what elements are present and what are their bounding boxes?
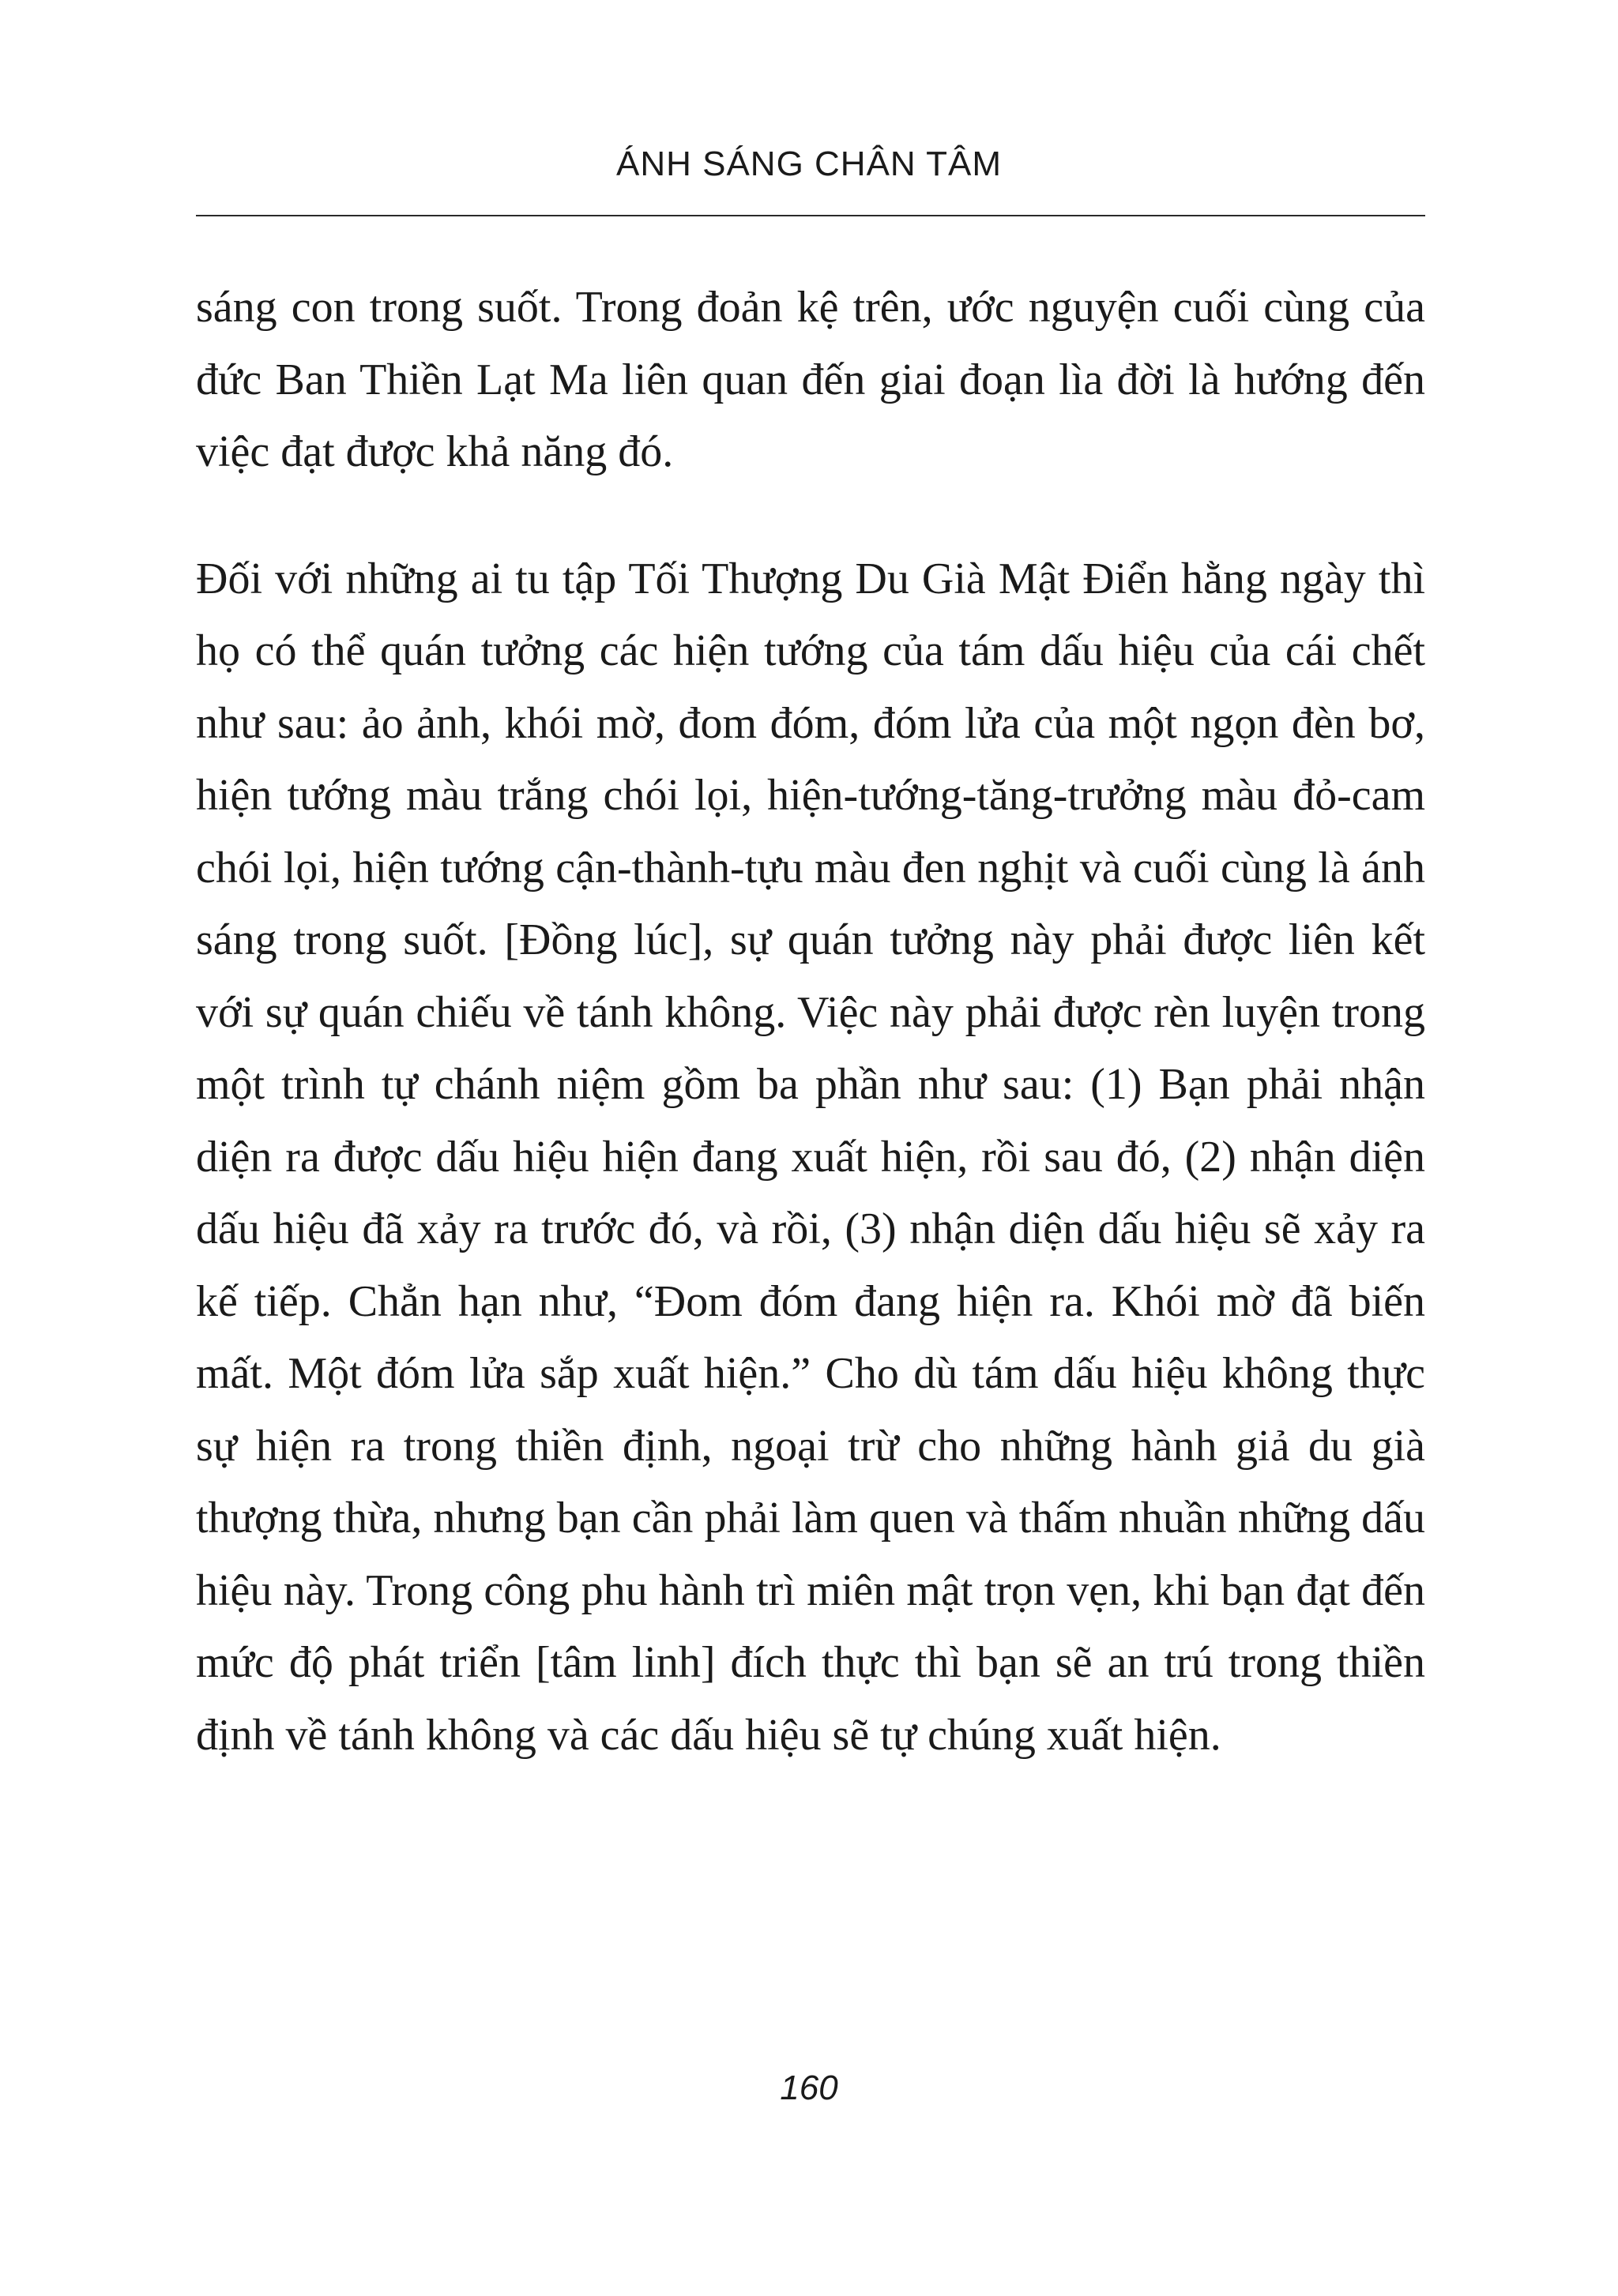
page-number: 160	[780, 2069, 838, 2107]
paragraph: Đối với những ai tu tập Tối Thượng Du Già Mật Điển hằng ngày thì họ có thể quán tưởng các hiện tướng của tám dấu hiệu của cái chết như sau: ảo ảnh, khói mờ, đom đóm, đóm lửa của một ngọn đèn bơ, hiện tướng màu trắng chói lọi, hiện-tướng-tăng-trưởng màu đỏ-cam chói lọi, hiện tướng cận-thành-tựu màu đen nghịt và cuối cùng là ánh sáng trong suốt. [Đồng lúc], sự quán tưởng này phải được liên kết với sự quán chiếu về tánh không. Việc này phải được rèn luyện trong một trình tự chánh niệm gồm ba phần như sau: (1) Bạn phải nhận diện ra được dấu hiệu hiện đang xuất hiện, rồi sau đó, (2) nhận diện dấu hiệu đã xảy ra trước đó, và rồi, (3) nhận diện dấu hiệu sẽ xảy ra kế tiếp. Chẳn hạn như, “Đom đóm đang hiện ra. Khói mờ đã biến mất. Một đóm lửa sắp xuất hiện.” Cho dù tám dấu hiệu không thực sự hiện ra trong thiền định, ngoại trừ cho những hành giả du già thượng thừa, nhưng bạn cần phải làm quen và thấm nhuần những dấu hiệu này. Trong công phu hành trì miên mật trọn vẹn, khi bạn đạt đến mức độ phát triển [tâm linh] đích thực thì bạn sẽ an trú trong thiền định về tánh không và các dấu hiệu sẽ tự chúng xuất hiện.	[196, 554, 1425, 1760]
running-header: ÁNH SÁNG CHÂN TÂM	[615, 145, 1003, 183]
page-body	[196, 272, 1425, 1772]
paragraph: sáng con trong suốt. Trong đoản kệ trên, ước nguyện cuối cùng của đức Ban Thiền Lạt Ma liên quan đến giai đoạn lìa đời là hướng đến việc đạt được khả năng đó.	[196, 283, 1425, 476]
header-divider	[196, 215, 1425, 216]
